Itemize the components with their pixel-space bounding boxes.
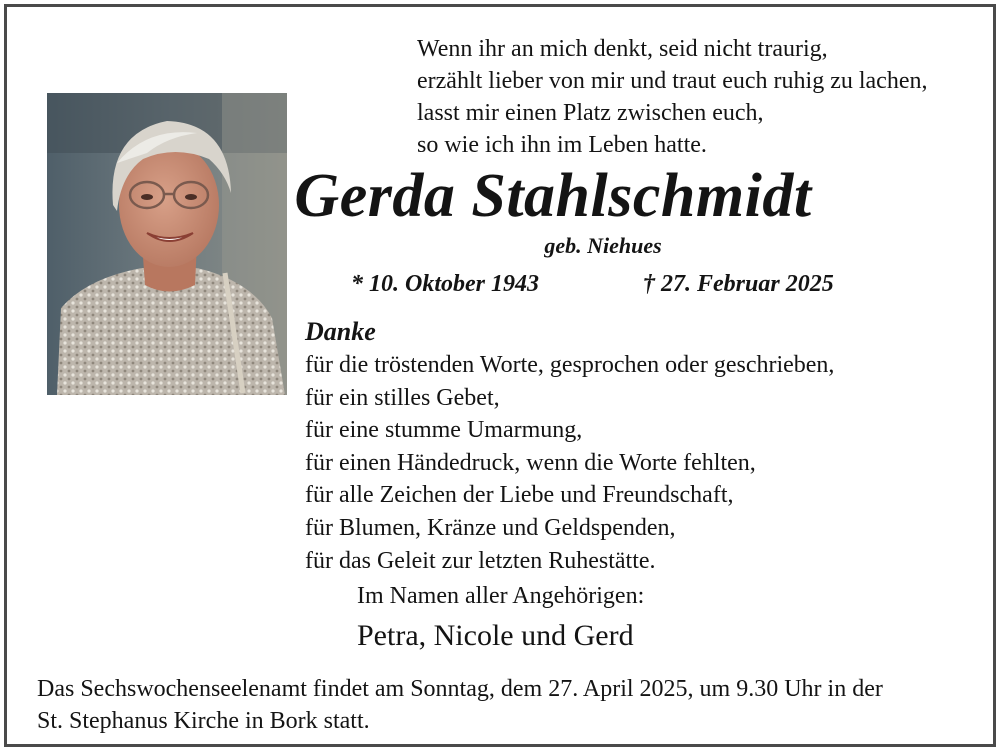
notice-line: Das Sechswochenseelenamt findet am Sonntag, dem 27. April 2025, um 9.30 Uhr in der — [37, 676, 883, 702]
thanks-line: für alle Zeichen der Liebe und Freundschaft, — [305, 482, 734, 509]
maiden-name: geb. Niehues — [544, 233, 662, 258]
thanks-line: für ein stilles Gebet, — [305, 384, 500, 411]
thanks-list — [305, 349, 834, 577]
poem-line: erzählt lieber von mir und traut euch ruhig zu lachen, — [417, 68, 928, 94]
thanks-line: für die tröstenden Worte, gesprochen oder geschrieben, — [305, 352, 835, 378]
obituary-card — [4, 4, 996, 747]
family-names: Petra, Nicole und Gerd — [357, 619, 634, 652]
service-notice — [37, 673, 883, 737]
thanks-line: für einen Händedruck, wenn die Worte fehlten, — [305, 449, 756, 476]
birth-date: * 10. Oktober 1943 — [351, 271, 539, 297]
death-date: † 27. Februar 2025 — [643, 271, 834, 297]
family-intro: Im Namen aller Angehörigen: — [357, 583, 645, 609]
thanks-line: für Blumen, Kränze und Geldspenden, — [305, 514, 676, 541]
poem-line: so wie ich ihn im Leben hatte. — [417, 132, 707, 158]
poem-line: Wenn ihr an mich denkt, seid nicht traurig, — [417, 36, 828, 62]
thanks-line: für das Geleit zur letzten Ruhestätte. — [305, 547, 656, 574]
thanks-heading: Danke — [305, 317, 376, 346]
thanks-line: für eine stumme Umarmung, — [305, 417, 583, 444]
notice-line: St. Stephanus Kirche in Bork statt. — [37, 708, 370, 734]
poem — [417, 33, 927, 161]
deceased-name: Gerda Stahlschmidt — [294, 162, 812, 230]
poem-line: lasst mir einen Platz zwischen euch, — [417, 100, 764, 126]
